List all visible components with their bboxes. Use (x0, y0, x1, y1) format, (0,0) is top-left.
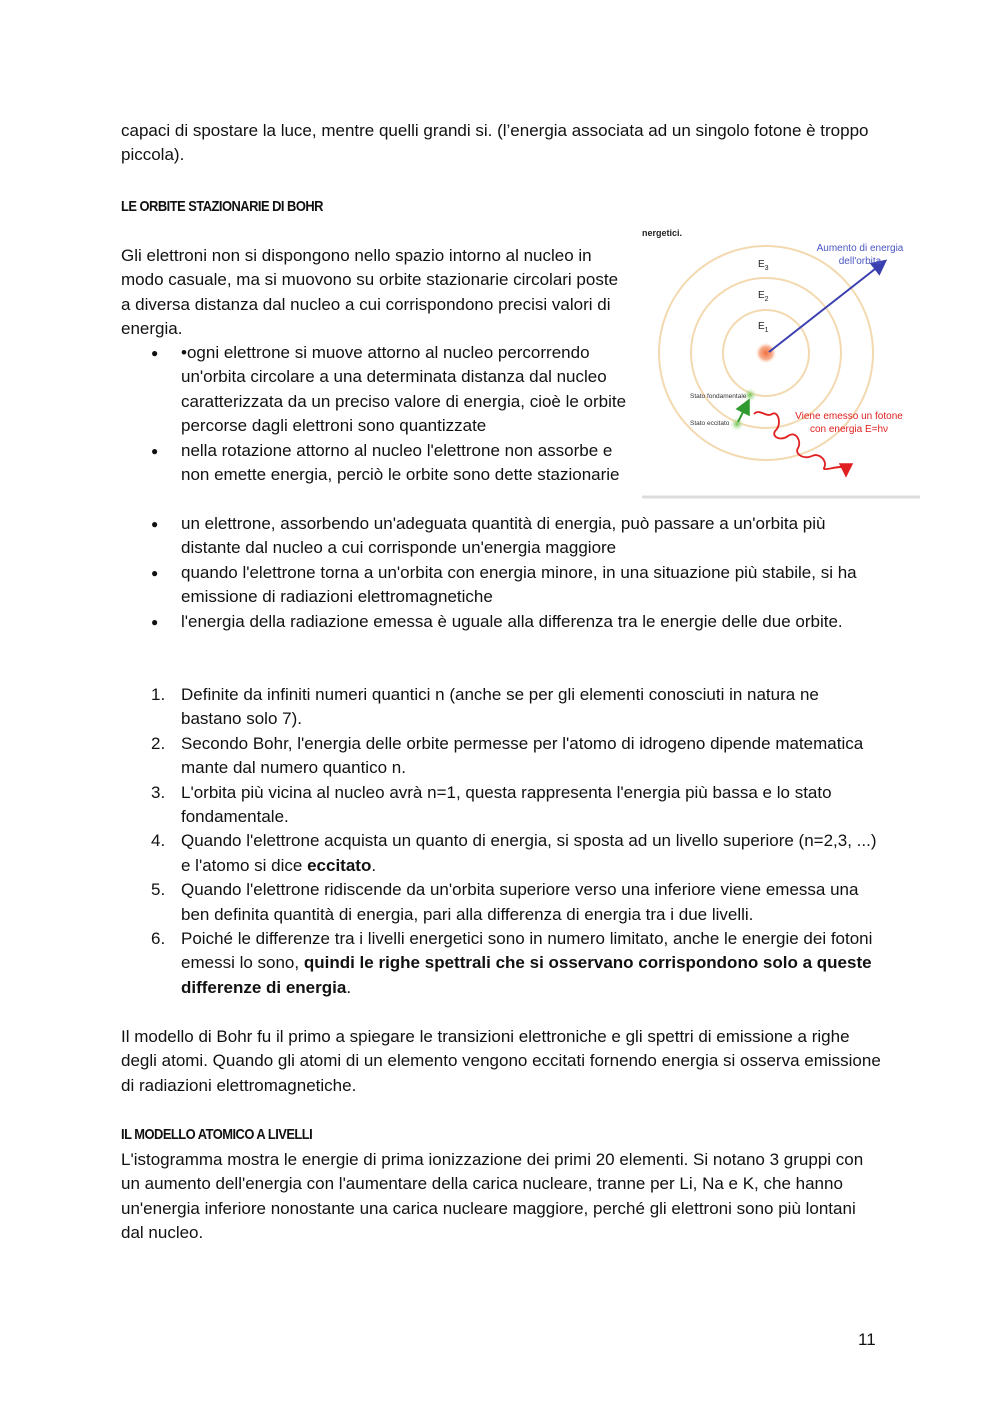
list-text-end: . (346, 977, 352, 997)
bohr-orbit-diagram (642, 228, 920, 500)
excited-state-label: Stato eccitato (690, 420, 730, 427)
list-text: Quando l'elettrone acquista un quanto di energia, si sposta ad un livello superiore (n=2,3, ...) e l'atomo si dice (181, 831, 877, 875)
levels-paragraph: L'istogramma mostra le energie di prima ionizzazione dei primi 20 elementi. Si notano 3 gruppi con un aumento dell'energia con l'aumentare della carica nucleare, tranne per Li, Na e K, che hanno un'energia inferiore nonostante una carica nucleare maggiore, perché gli elettroni sono più lontani dal nucleo. (121, 1150, 864, 1243)
electron-excited (730, 417, 744, 431)
list-number: 1. (151, 685, 166, 704)
arrow-label-line1: Aumento di energia (816, 243, 904, 254)
emission-label-line1: Viene emesso un fotone (795, 411, 903, 422)
list-number: 6. (151, 929, 166, 949)
bullet-icon: ● (151, 565, 159, 580)
bohr-numbered-list (121, 683, 881, 1000)
bullet-text: nella rotazione attorno al nucleo l'elettrone non assorbe e non emette energia, perciò le orbite sono dette stazionarie (181, 440, 620, 485)
bullet-icon: ● (151, 443, 159, 458)
section-heading-bohr: LE ORBITE STAZIONARIE DI BOHR (121, 198, 323, 215)
list-number: 3. (151, 782, 166, 802)
list-text: L'orbita più vicina al nucleo avrà n=1, questa rappresenta l'energia più bassa e lo stato fondamentale. (181, 782, 832, 827)
energy-labels (758, 259, 769, 334)
emission-label-line2: con energia E=hν (809, 424, 889, 435)
bullet-icon: ● (151, 346, 159, 360)
bullet-text: un elettrone, assorbendo un'adeguata quantità di energia, può passare a un'orbita più distante dal nucleo a cui corrisponde un'energia maggiore (181, 514, 826, 558)
list-text-end: . (371, 855, 377, 875)
list-text: Poiché le differenze tra i livelli energetici sono in numero limitato, anche le energie dei fotoni emessi lo sono, (181, 929, 873, 973)
arrow-label-line2: dell'orbita (838, 256, 882, 267)
intro-paragraph: capaci di spostare la luce, mentre quelli grandi si. (l’energia associata ad un singolo fotone è troppo piccola). (121, 121, 869, 165)
list-text: Definite da infiniti numeri quantici n (anche se per gli elementi conosciuti in natura ne bastano solo 7). (181, 685, 819, 729)
list-text-bold: quindi le righe spettrali che si osservano corrispondono solo a queste differenze di energia (181, 953, 872, 997)
bullet-icon: ● (151, 614, 159, 629)
list-item (121, 341, 631, 439)
bullet-text: l'energia della radiazione emessa è uguale alla differenza tra le energie delle due orbite. (181, 611, 843, 631)
bullet-text: quando l'elettrone torna a un'orbita con energia minore, in una situazione più stabile, si ha emissione di radiazioni elettromagnetiche (181, 562, 857, 607)
list-item (121, 878, 881, 927)
label-e3: $E_3$ (758, 259, 769, 272)
list-item (121, 610, 881, 634)
list-item (121, 732, 881, 781)
ground-state-label: Stato fondamentale (690, 393, 747, 400)
list-item (121, 683, 881, 732)
list-text: Secondo Bohr, l'energia delle orbite permesse per l'atomo di idrogeno dipende matematica mante dal numero quantico n. (181, 733, 864, 778)
nucleus (755, 342, 777, 364)
bohr-paragraph: Gli elettroni non si dispongono nello spazio intorno al nucleo in modo casuale, ma si muovono su orbite stazionarie circolari poste a diversa distanza dal nucleo a cui corrispondono precisi valori di energia. (121, 246, 619, 339)
page-number: 11 (858, 1330, 876, 1349)
list-item (121, 927, 881, 1000)
bohr-bullet-list-bottom (121, 512, 881, 634)
list-number: 2. (151, 733, 166, 753)
bullet-icon: ● (151, 517, 159, 531)
list-item (121, 561, 881, 610)
label-e1: $E_1$ (758, 321, 769, 334)
list-text-bold: eccitato (307, 855, 372, 875)
label-e2: $E_2$ (758, 290, 769, 303)
bohr-closing-paragraph: Il modello di Bohr fu il primo a spiegare le transizioni elettroniche e gli spettri di emissione a righe degli atomi. Quando gli atomi di un elemento vengono eccitati fornendo energia si osserva emissione di radiazioni elettromagnetiche. (121, 1027, 881, 1095)
bohr-orbit-figure (642, 228, 920, 500)
transition-arrow (738, 402, 748, 422)
bullet-text: •ogni elettrone si muove attorno al nucleo percorrendo un'orbita circolare a una determinata distanza dal nucleo caratterizzata da un preciso valore di energia, cioè le orbite percorse dagli elettroni sono quantizzate (181, 343, 627, 436)
list-item (121, 512, 881, 561)
list-item (121, 829, 881, 878)
list-text: Quando l'elettrone ridiscende da un'orbita superiore verso una inferiore viene emessa una ben definita quantità di energia, pari alla differenza di energia tra i due livelli. (181, 880, 859, 924)
energy-increase-arrow (769, 262, 884, 352)
list-item (121, 439, 631, 488)
section-heading-levels: IL MODELLO ATOMICO A LIVELLI (121, 1126, 313, 1143)
list-item (121, 781, 881, 830)
list-number: 4. (151, 831, 166, 851)
bohr-bullet-list-top (121, 341, 631, 487)
figure-caption-fragment: nergetici. (642, 228, 683, 238)
list-number: 5. (151, 880, 166, 900)
